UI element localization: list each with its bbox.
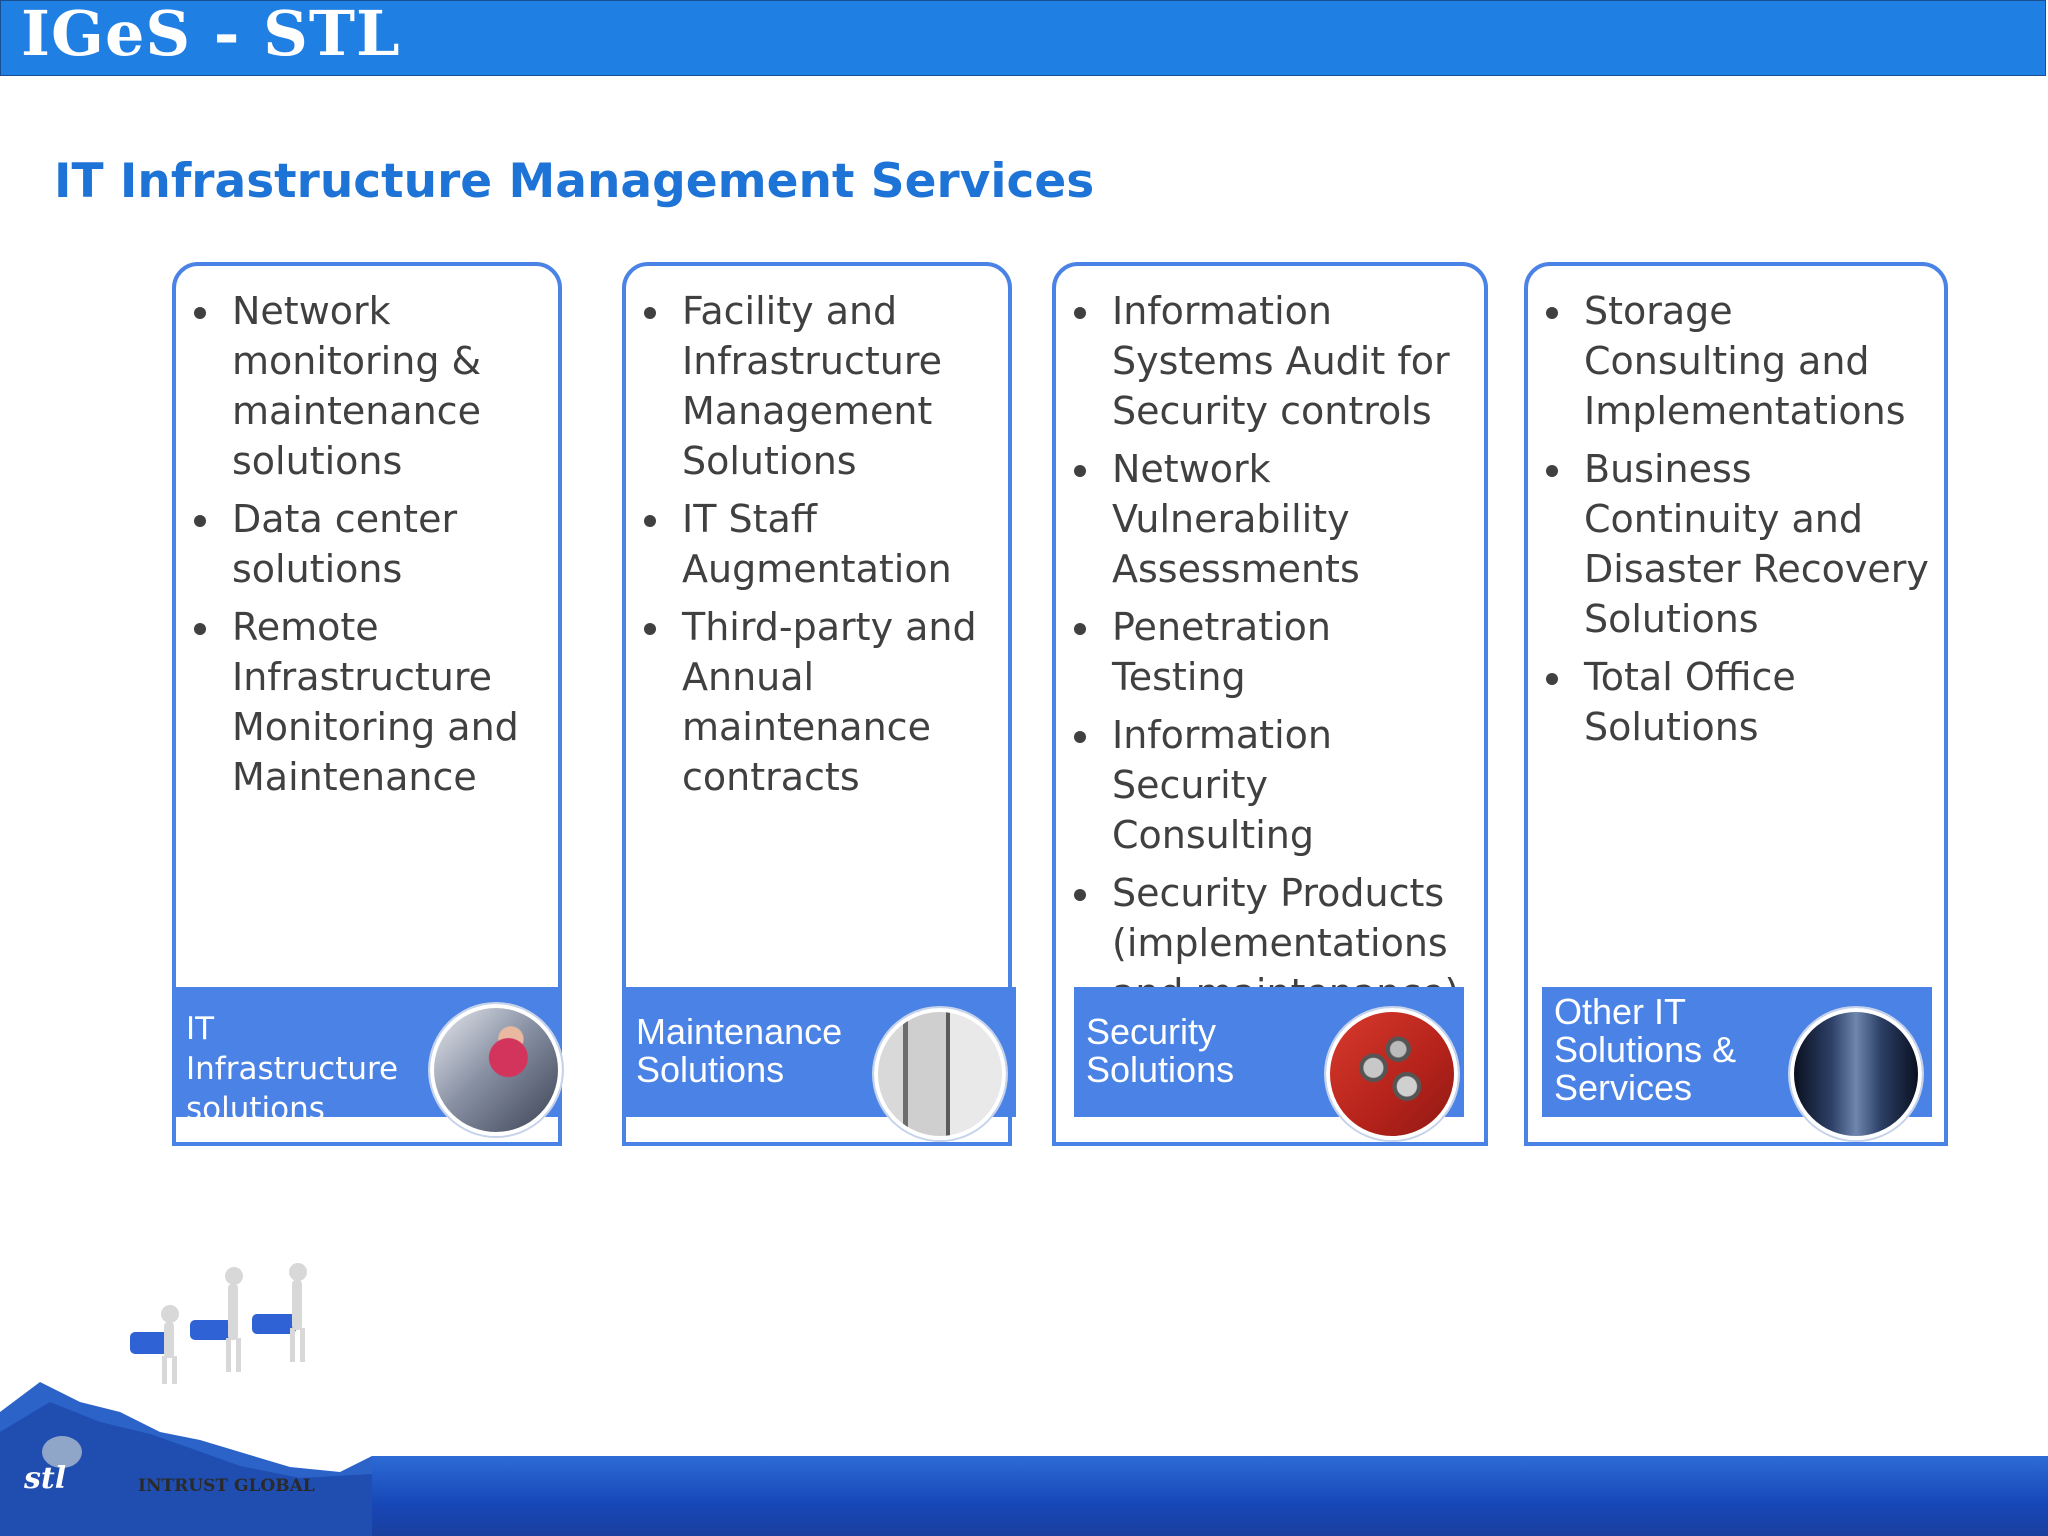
bullet-dot-icon <box>194 307 206 319</box>
locks-photo-icon <box>1326 1008 1458 1140</box>
bullet-dot-icon <box>1074 889 1086 901</box>
card-footer-label: IT Infrastructure solutions <box>186 1011 399 1127</box>
bullet-item: Information Security Consulting <box>1070 710 1474 860</box>
svg-text:stl: stl <box>24 1461 67 1496</box>
card-footer-label: Security Solutions <box>1086 1011 1235 1090</box>
partner-logo-text: INTRUST GLOBAL <box>138 1476 315 1496</box>
bullet-dot-icon <box>194 623 206 635</box>
bullet-dot-icon <box>1546 673 1558 685</box>
bullet-item: IT Staff Augmentation <box>640 494 998 594</box>
header-title: IGeS - STL <box>21 0 401 70</box>
bullet-item: Network monitoring & maintenance solutions <box>190 286 548 486</box>
datacenter-aisle-photo-icon <box>1790 1008 1922 1140</box>
bullet-item: Network Vulnerability Assessments <box>1070 444 1474 594</box>
bullet-dot-icon <box>1546 307 1558 319</box>
bullet-item: Storage Consulting and Implementations <box>1542 286 1934 436</box>
bullet-item: Third-party and Annual maintenance contracts <box>640 602 998 802</box>
card-footer-label: Other IT Solutions & Services <box>1554 991 1737 1108</box>
bullet-dot-icon <box>1074 465 1086 477</box>
card-footer-label: Maintenance Solutions <box>636 1011 843 1090</box>
bullet-item: Data center solutions <box>190 494 548 594</box>
header-bar <box>0 0 2046 76</box>
bullet-list <box>1070 286 1474 1026</box>
bullet-list <box>640 286 998 810</box>
bullet-item: Facility and Infrastructure Management Solutions <box>640 286 998 486</box>
bullet-item: Security Products (implementations <box>1070 868 1474 1018</box>
bullet-item: Business Continuity and Disaster Recovery Solutions <box>1542 444 1934 644</box>
bullet-dot-icon <box>644 307 656 319</box>
bullet-dot-icon <box>1074 307 1086 319</box>
slide-title: IT Infrastructure Management Services <box>54 154 1095 209</box>
bullet-dot-icon <box>194 515 206 527</box>
bullet-item: Penetration Testing <box>1070 602 1474 702</box>
server-cabinet-photo-icon <box>874 1008 1006 1140</box>
bullet-item: Remote Infrastructure Monitoring and Maintenance <box>190 602 548 802</box>
bullet-list <box>1542 286 1934 760</box>
bullet-item: Total Office Solutions <box>1542 652 1934 752</box>
bullet-dot-icon <box>1074 623 1086 635</box>
bullet-dot-icon <box>1546 465 1558 477</box>
bullet-dot-icon <box>644 515 656 527</box>
technician-photo-icon <box>430 1004 562 1136</box>
bullet-dot-icon <box>1074 731 1086 743</box>
bullet-item: Information Systems Audit for Security controls <box>1070 286 1474 436</box>
bullet-list <box>190 286 548 810</box>
bullet-dot-icon <box>644 623 656 635</box>
